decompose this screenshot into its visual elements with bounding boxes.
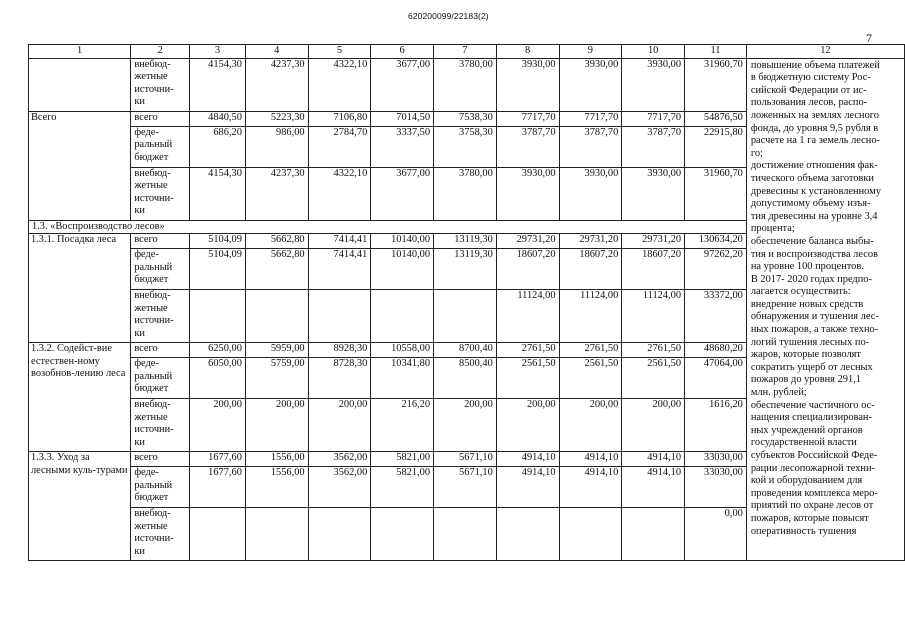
- value-cell: 5821,00: [371, 467, 434, 508]
- value-cell: [496, 508, 559, 561]
- value-cell: 3930,00: [622, 58, 685, 111]
- value-cell: [371, 290, 434, 343]
- value-cell: [434, 290, 497, 343]
- value-cell: 5223,30: [245, 111, 308, 126]
- value-cell: 8928,30: [308, 343, 371, 358]
- value-cell: 2561,50: [559, 358, 622, 399]
- value-cell: 29731,20: [622, 234, 685, 249]
- value-cell: 7414,41: [308, 249, 371, 290]
- value-cell: 4914,10: [622, 467, 685, 508]
- value-cell: 3562,00: [308, 452, 371, 467]
- value-cell: 8700,40: [434, 343, 497, 358]
- value-cell: [434, 508, 497, 561]
- column-header: 9: [559, 45, 622, 59]
- value-cell: 4914,10: [559, 467, 622, 508]
- value-cell: 97262,20: [685, 249, 747, 290]
- value-cell: 48680,20: [685, 343, 747, 358]
- value-cell: 10140,00: [371, 234, 434, 249]
- funding-type: внебюд- жетные источни- ки: [131, 167, 190, 220]
- value-cell: 4914,10: [622, 452, 685, 467]
- funding-type: всего: [131, 234, 190, 249]
- value-cell: [190, 290, 246, 343]
- column-header: 2: [131, 45, 190, 59]
- value-cell: 10341,80: [371, 358, 434, 399]
- row-label: 1.3.2. Содейст-вие естествен-ному возобнов-лению леса: [29, 343, 131, 452]
- value-cell: 7414,41: [308, 234, 371, 249]
- value-cell: 4237,30: [245, 58, 308, 111]
- value-cell: 7538,30: [434, 111, 497, 126]
- funding-type: всего: [131, 452, 190, 467]
- funding-type: внебюд- жетные источни- ки: [131, 58, 190, 111]
- value-cell: 11124,00: [496, 290, 559, 343]
- value-cell: 3780,00: [434, 167, 497, 220]
- value-cell: 13119,30: [434, 249, 497, 290]
- value-cell: 4322,10: [308, 167, 371, 220]
- value-cell: 11124,00: [622, 290, 685, 343]
- value-cell: [245, 290, 308, 343]
- value-cell: 1556,00: [245, 467, 308, 508]
- column-header: 4: [245, 45, 308, 59]
- table-row: [29, 58, 905, 111]
- value-cell: 3337,50: [371, 126, 434, 167]
- value-cell: [190, 508, 246, 561]
- value-cell: 5671,10: [434, 467, 497, 508]
- column-header: 3: [190, 45, 246, 59]
- value-cell: 4237,30: [245, 167, 308, 220]
- value-cell: 13119,30: [434, 234, 497, 249]
- value-cell: 200,00: [622, 399, 685, 452]
- value-cell: 33372,00: [685, 290, 747, 343]
- funding-type: внебюд- жетные источни- ки: [131, 508, 190, 561]
- value-cell: 4840,50: [190, 111, 246, 126]
- value-cell: 216,20: [371, 399, 434, 452]
- value-cell: 5104,09: [190, 234, 246, 249]
- value-cell: [371, 508, 434, 561]
- value-cell: 5104,09: [190, 249, 246, 290]
- budget-table: [28, 44, 905, 561]
- value-cell: 31960,70: [685, 167, 747, 220]
- value-cell: 5671,10: [434, 452, 497, 467]
- value-cell: 8500,40: [434, 358, 497, 399]
- value-cell: 3787,70: [496, 126, 559, 167]
- value-cell: [245, 508, 308, 561]
- value-cell: [308, 508, 371, 561]
- value-cell: 2761,50: [496, 343, 559, 358]
- value-cell: 18607,20: [496, 249, 559, 290]
- value-cell: [308, 290, 371, 343]
- value-cell: 7717,70: [496, 111, 559, 126]
- value-cell: 22915,80: [685, 126, 747, 167]
- column-header: 6: [371, 45, 434, 59]
- value-cell: 8728,30: [308, 358, 371, 399]
- value-cell: 3677,00: [371, 167, 434, 220]
- value-cell: 10558,00: [371, 343, 434, 358]
- value-cell: 3930,00: [559, 58, 622, 111]
- value-cell: 18607,20: [622, 249, 685, 290]
- value-cell: 130634,20: [685, 234, 747, 249]
- column-header: 10: [622, 45, 685, 59]
- column-header: 8: [496, 45, 559, 59]
- value-cell: 5662,80: [245, 234, 308, 249]
- value-cell: [559, 508, 622, 561]
- value-cell: 3562,00: [308, 467, 371, 508]
- value-cell: 29731,20: [496, 234, 559, 249]
- value-cell: 3930,00: [496, 58, 559, 111]
- value-cell: 3677,00: [371, 58, 434, 111]
- value-cell: 7717,70: [622, 111, 685, 126]
- value-cell: 3787,70: [622, 126, 685, 167]
- value-cell: 3930,00: [559, 167, 622, 220]
- funding-type: феде- ральный бюджет: [131, 358, 190, 399]
- value-cell: 11124,00: [559, 290, 622, 343]
- value-cell: 4322,10: [308, 58, 371, 111]
- value-cell: 4154,30: [190, 58, 246, 111]
- value-cell: 31960,70: [685, 58, 747, 111]
- value-cell: 3930,00: [496, 167, 559, 220]
- funding-type: всего: [131, 343, 190, 358]
- value-cell: 5662,80: [245, 249, 308, 290]
- funding-type: феде- ральный бюджет: [131, 467, 190, 508]
- value-cell: 2761,50: [622, 343, 685, 358]
- value-cell: 1677,60: [190, 467, 246, 508]
- value-cell: 2561,50: [496, 358, 559, 399]
- value-cell: 1677,60: [190, 452, 246, 467]
- value-cell: 6250,00: [190, 343, 246, 358]
- value-cell: 5821,00: [371, 452, 434, 467]
- funding-type: внебюд- жетные источни- ки: [131, 399, 190, 452]
- value-cell: 1556,00: [245, 452, 308, 467]
- column-header: 1: [29, 45, 131, 59]
- value-cell: 4914,10: [559, 452, 622, 467]
- value-cell: 29731,20: [559, 234, 622, 249]
- value-cell: 686,20: [190, 126, 246, 167]
- funding-type: феде- ральный бюджет: [131, 126, 190, 167]
- value-cell: 4154,30: [190, 167, 246, 220]
- value-cell: 7014,50: [371, 111, 434, 126]
- value-cell: 200,00: [434, 399, 497, 452]
- row-label: 1.3.3. Уход за лесными куль-турами: [29, 452, 131, 561]
- column-header: 12: [746, 45, 904, 59]
- funding-type: внебюд- жетные источни- ки: [131, 290, 190, 343]
- column-header: 11: [685, 45, 747, 59]
- value-cell: 10140,00: [371, 249, 434, 290]
- value-cell: 200,00: [308, 399, 371, 452]
- value-cell: 3787,70: [559, 126, 622, 167]
- value-cell: 2761,50: [559, 343, 622, 358]
- value-cell: 3758,30: [434, 126, 497, 167]
- document-id: 620200099/22183(2): [408, 11, 489, 21]
- funding-type: всего: [131, 111, 190, 126]
- value-cell: 4914,10: [496, 467, 559, 508]
- header-row: [29, 45, 905, 59]
- value-cell: [622, 508, 685, 561]
- value-cell: 200,00: [496, 399, 559, 452]
- value-cell: 5759,00: [245, 358, 308, 399]
- value-cell: 54876,50: [685, 111, 747, 126]
- value-cell: 2784,70: [308, 126, 371, 167]
- value-cell: 3780,00: [434, 58, 497, 111]
- value-cell: 200,00: [245, 399, 308, 452]
- value-cell: 2561,50: [622, 358, 685, 399]
- value-cell: 33030,00: [685, 467, 747, 508]
- funding-type: феде- ральный бюджет: [131, 249, 190, 290]
- value-cell: 18607,20: [559, 249, 622, 290]
- value-cell: 4914,10: [496, 452, 559, 467]
- value-cell: 0,00: [685, 508, 747, 561]
- value-cell: 200,00: [190, 399, 246, 452]
- value-cell: 200,00: [559, 399, 622, 452]
- row-label: Всего: [29, 111, 131, 220]
- value-cell: 33030,00: [685, 452, 747, 467]
- expected-results: повышение объема платежей в бюджетную систему Рос- сийской Федерации от ис- пользования лесов, распо- ложенных на землях лесного фонда, до уровня 9,5 рубля в расчете на 1 га земель лесно- го; достижение отношения фак- тического объема заготовки древесины к установленному допустимому объему изъя- тия древесины на уровне 3,4 процента; обеспечение баланса выбы- тия и воспроизводства лесов на уровне 100 процентов. В 2017- 2020 годах предпо- лагается осуществить: внедрение новых средств обнаружения и тушения лес- ных пожаров, а также техно- логий тушения лесных по- жаров, которые позволят сократить ущерб от лесных пожаров до уровня 291,1 млн. рублей; обеспечение частичного ос- нащения специализирован- ных учреждений органов государственной власти субъектов Российской Феде- рации лесопожарной техни- кой и оборудованием для проведения комплекса меро- приятий по охране лесов от пожаров, которые повысят оперативность тушения: [746, 58, 904, 561]
- row-label: [29, 58, 131, 111]
- value-cell: 3930,00: [622, 167, 685, 220]
- section-title: 1.3. «Воспроизводство лесов»: [29, 220, 747, 234]
- value-cell: 6050,00: [190, 358, 246, 399]
- row-label: 1.3.1. Посадка леса: [29, 234, 131, 343]
- value-cell: 47064,00: [685, 358, 747, 399]
- value-cell: 7106,80: [308, 111, 371, 126]
- value-cell: 1616,20: [685, 399, 747, 452]
- page-number: 7: [866, 31, 872, 45]
- value-cell: 986,00: [245, 126, 308, 167]
- value-cell: 5959,00: [245, 343, 308, 358]
- column-header: 5: [308, 45, 371, 59]
- value-cell: 7717,70: [559, 111, 622, 126]
- column-header: 7: [434, 45, 497, 59]
